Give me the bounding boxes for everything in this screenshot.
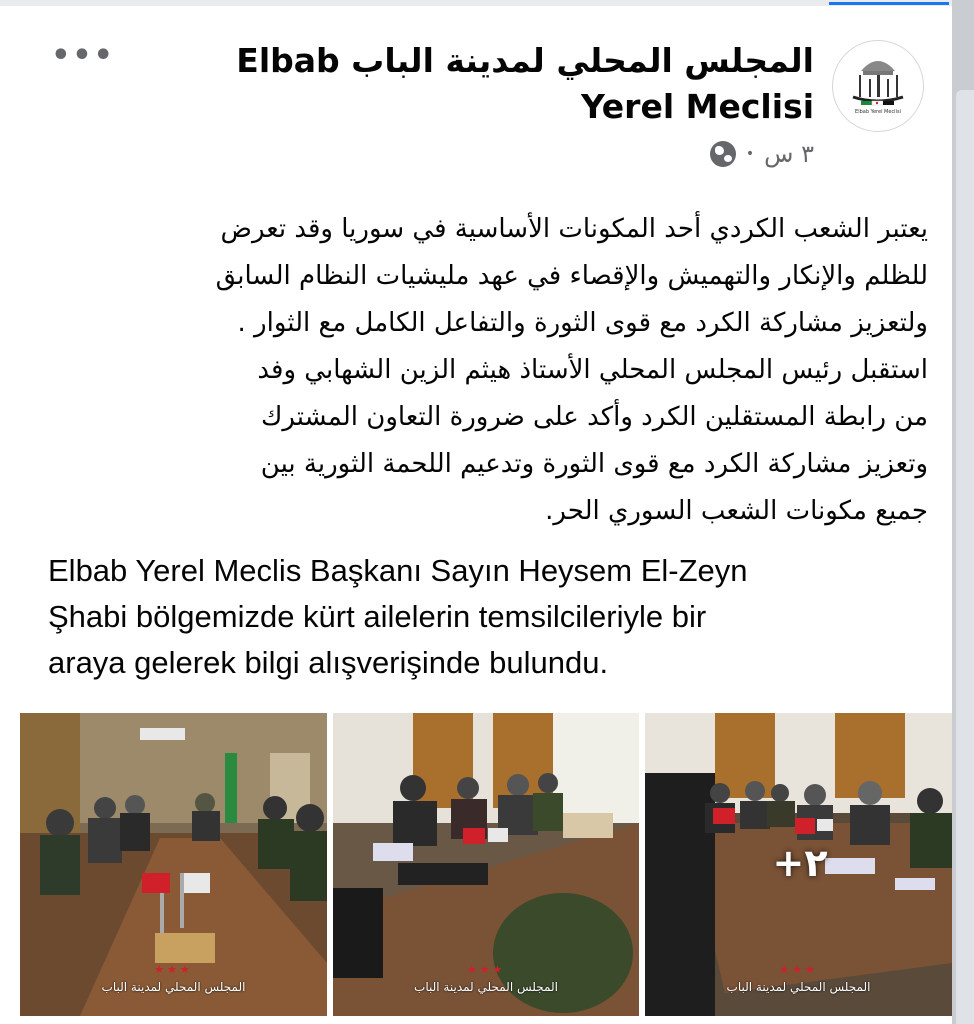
watermark-stars: ★★★ xyxy=(466,963,506,976)
photo-watermark: المجلس المحلي لمدينة الباب xyxy=(414,980,558,994)
text-line: للظلم والإنكار والتهميش والإقصاء في عهد مليشيات النظام السابق xyxy=(215,261,928,291)
more-horizontal-icon: ••• xyxy=(51,38,115,73)
text-line: استقبل رئيس المجلس المحلي الأستاذ هيثم الزين الشهابي وفد xyxy=(257,355,928,385)
top-accent-bar xyxy=(829,2,949,5)
post-photo-2[interactable] xyxy=(333,713,639,1016)
post-timestamp[interactable]: ٣ س xyxy=(764,140,814,168)
page-avatar[interactable] xyxy=(832,40,924,132)
meta-separator: • xyxy=(745,146,755,162)
text-line: araya gelerek bilgi alışverişinde bulundu. xyxy=(48,645,609,680)
post-meta xyxy=(710,137,814,171)
next-post-edge xyxy=(952,0,974,1024)
watermark-stars: ★★★ xyxy=(154,963,193,976)
text-line: Şhabi bölgemizde kürt ailelerin temsilcileriyle bir xyxy=(48,599,707,634)
text-line: ولتعزيز مشاركة الكرد مع قوى الثورة والتفاعل الكامل مع الثوار . xyxy=(237,308,928,338)
text-line: من رابطة المستقلين الكرد وأكد على ضرورة التعاون المشترك xyxy=(260,402,928,432)
council-logo-icon xyxy=(833,41,923,131)
globe-icon[interactable] xyxy=(710,141,736,167)
text-line: وتعزيز مشاركة الكرد مع قوى الثورة وتدعيم اللحمة الثورية بين xyxy=(260,449,928,479)
text-line: يعتبر الشعب الكردي أحد المكونات الأساسية في سوريا وقد تعرض xyxy=(220,214,928,244)
photo-watermark: المجلس المحلي لمدينة الباب xyxy=(101,980,246,994)
photo-watermark: المجلس المحلي لمدينة الباب xyxy=(726,980,871,994)
watermark-stars: ★★★ xyxy=(779,963,818,976)
more-options-button[interactable] xyxy=(51,38,115,74)
post-text-arabic xyxy=(48,206,928,535)
post-photo-1[interactable] xyxy=(20,713,327,1016)
post-text-turkish xyxy=(48,548,928,686)
page-name[interactable]: المجلس المحلي لمدينة الباب Elbab Yerel Meclisi xyxy=(236,41,814,126)
more-photos-count[interactable]: +٢ xyxy=(772,841,828,885)
text-line: Elbab Yerel Meclis Başkanı Sayın Heysem El-Zeyn xyxy=(48,553,748,588)
avatar-caption: Elbab Yerel Meclisi xyxy=(855,109,901,115)
text-line: جميع مكونات الشعب السوري الحر. xyxy=(545,496,928,526)
